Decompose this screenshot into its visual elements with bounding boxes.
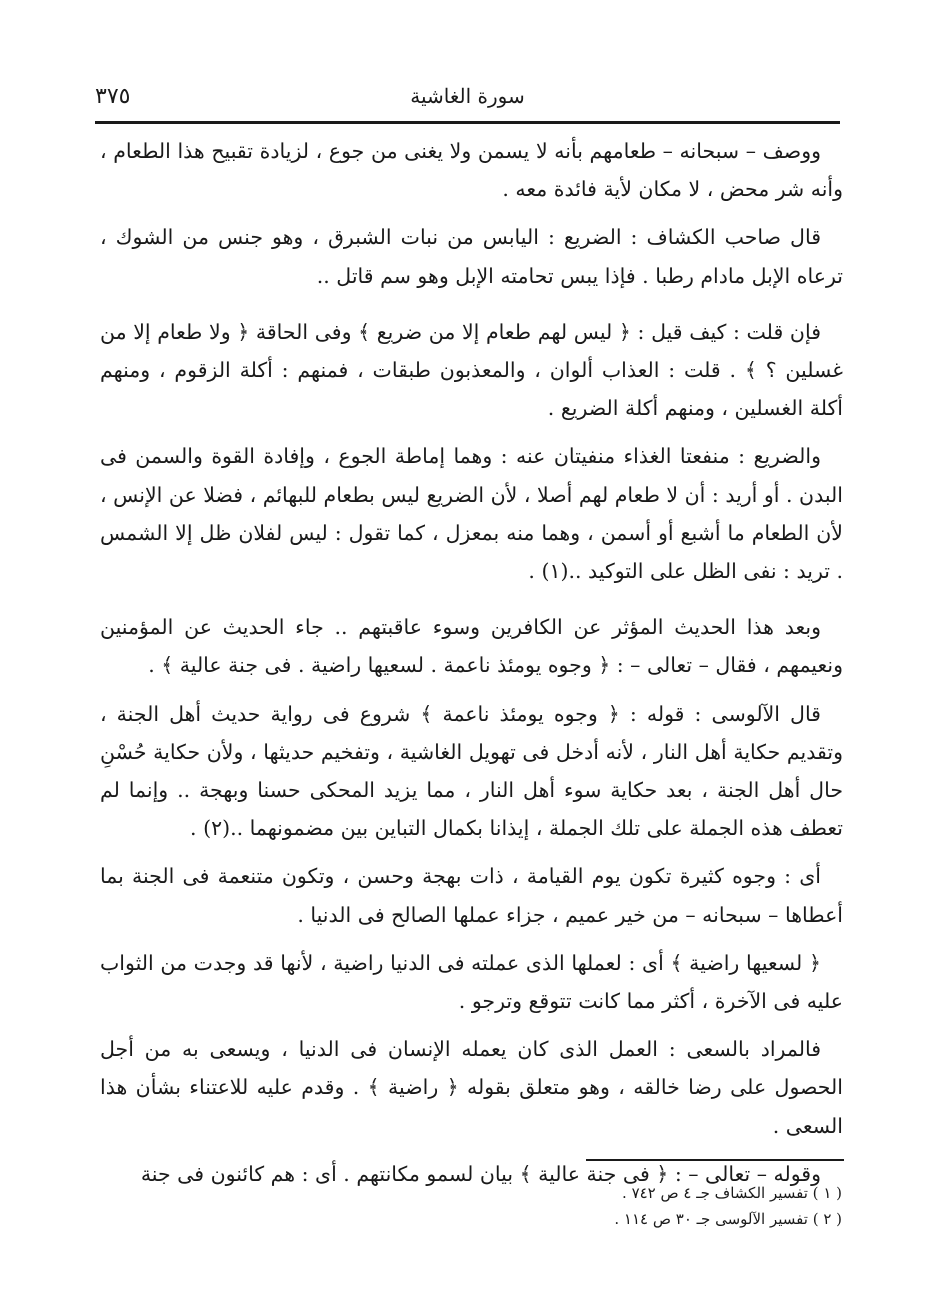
paragraph: قال صاحب الكشاف : الضريع : اليابس من نبات الشبرق ، وهو جنس من الشوك ، ترعاه الإبل مادام رطبا . فإذا يبس تحامته الإبل وهو سم قاتل .. [100, 225, 843, 288]
running-title: سورة الغاشية [410, 84, 525, 108]
paragraph: وقوله – تعالى – : ﴿ فى جنة عالية ﴾ بيان لسمو مكانتهم . أى : هم كائنون فى جنة [140, 1161, 821, 1186]
paragraph: وبعد هذا الحديث المؤثر عن الكافرين وسوء عاقبتهم .. جاء الحديث عن المؤمنين ونعيمهم ، فقال – تعالى – : ﴿ وجوه يومئذ ناعمة . لسعيها راضية . فى جنة عالية ﴾ . [100, 615, 843, 678]
paragraph: أى : وجوه كثيرة تكون يوم القيامة ، ذات بهجة وحسن ، وتكون متنعمة فى الجنة بما أعطاها – سبحانه – من خير عميم ، جزاء عملها الصالح فى الدنيا . [100, 864, 843, 927]
footnotes [300, 1180, 842, 1232]
paragraph: ﴿ لسعيها راضية ﴾ أى : لعملها الذى عملته فى الدنيا راضية ، لأنها قد وجدت من الثواب عليه فى الآخرة ، أكثر مما كانت تتوقع وترجو . [100, 950, 843, 1014]
footnote-rule [586, 1159, 844, 1161]
footnote: ( ١ ) تفسير الكشاف جـ ٤ ص ٧٤٢ . [622, 1184, 842, 1202]
paragraph: والضريع : منفعتا الغذاء منفيتان عنه : وهما إماطة الجوع ، وإفادة القوة والسمن فى البدن . أو أريد : أن لا طعام لهم أصلا ، لأن الضريع ليس بطعام للبهائم ، فضلا عن الإنس ، لأن الطعام ما أشبع أو أسمن ، وهما منه بمعزل ، كما تقول : ليس لفلان ظل إلا الشمس . تريد : نفى الظل على التوكيد ..(١) . [100, 444, 843, 584]
paragraph: فالمراد بالسعى : العمل الذى كان يعمله الإنسان فى الدنيا ، ويسعى به من أجل الحصول على رضا خالقه ، وهو متعلق بقوله ﴿ راضية ﴾ . وقدم عليه للاعتناء بشأن هذا السعى . [100, 1037, 843, 1138]
page-number: ٣٧٥ [95, 84, 131, 109]
body-text [100, 132, 843, 1193]
header-rule [95, 121, 840, 124]
footnote: ( ٢ ) تفسير الآلوسى جـ ٣٠ ص ١١٤ . [614, 1210, 842, 1228]
paragraph: ووصف – سبحانه – طعامهم بأنه لا يسمن ولا يغنى من جوع ، لزيادة تقبيح هذا الطعام ، وأنه شر محض ، لا مكان لأية فائدة معه . [100, 139, 843, 202]
paragraph: فإن قلت : كيف قيل : ﴿ ليس لهم طعام إلا من ضريع ﴾ وفى الحاقة ﴿ ولا طعام إلا من غسلين ؟ ﴾ . قلت : العذاب ألوان ، والمعذبون طبقات ، فمنهم : أكلة الزقوم ، ومنهم أكلة الغسلين ، ومنهم أكلة الضريع . [100, 319, 843, 421]
paragraph: قال الآلوسى : قوله : ﴿ وجوه يومئذ ناعمة ﴾ شروع فى رواية حديث أهل الجنة ، وتقديم حكاية أهل النار ، لأنه أدخل فى تهويل الغاشية ، وتفخيم حديثها ، ولأن حكاية حُسْنِ حال أهل الجنة ، بعد حكاية سوء أهل النار ، مما يزيد المحكى حسنا وبهجة .. وإنما لم تعطف هذه الجملة على تلك الجملة ، إيذانا بكمال التباين بين مضمونهما ..(٢) . [100, 701, 843, 841]
page-header [95, 80, 840, 116]
